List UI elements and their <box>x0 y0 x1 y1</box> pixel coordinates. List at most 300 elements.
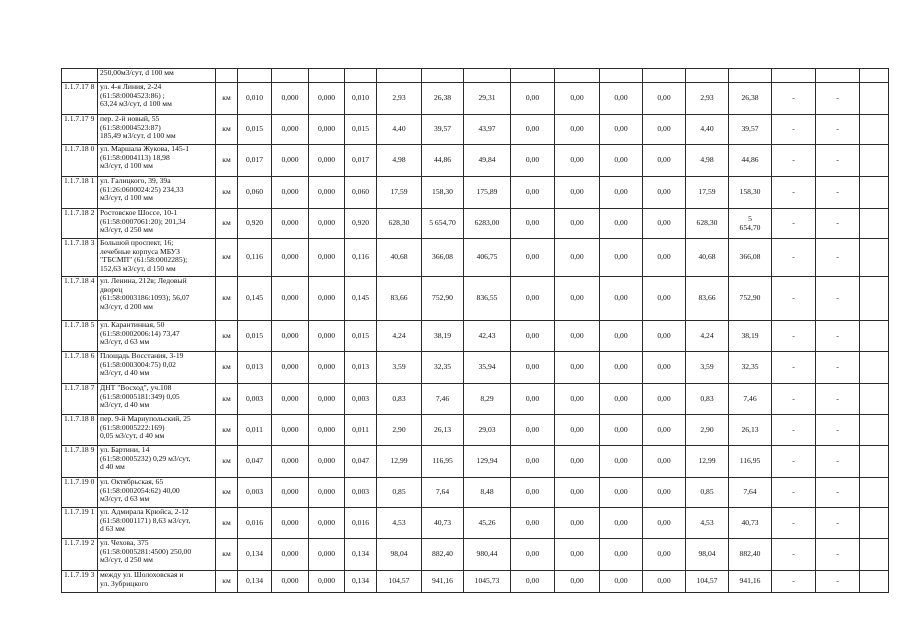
cell-value-c14: - <box>772 239 816 277</box>
cell-value-c6: 116,95 <box>422 446 464 478</box>
cell-address: Ростовское Шоссе, 10-1 (61:58:0007061:20); 201,34 м3/сут, d 250 мм <box>98 209 216 239</box>
cell-value-c10: 0,00 <box>600 239 643 277</box>
cell-item-number: 1.1.7.18 9 <box>62 446 98 478</box>
cell <box>729 69 772 83</box>
cell-value-c13: 5 654,70 <box>729 209 772 239</box>
cell-empty <box>860 352 889 384</box>
cell <box>816 69 860 83</box>
cell-value-c12: 12,99 <box>686 446 729 478</box>
cell-value-c4: 0,003 <box>345 384 377 415</box>
cell-value-c4: 0,016 <box>345 508 377 539</box>
table-row <box>62 83 889 115</box>
cell-value-c2: 0,000 <box>272 446 309 478</box>
cell-value-c3: 0,000 <box>309 415 345 446</box>
cell-value-c9: 0,00 <box>555 145 600 177</box>
table-row <box>62 69 889 83</box>
cell-unit: км <box>216 539 238 571</box>
cell-empty <box>860 415 889 446</box>
cell <box>643 69 686 83</box>
cell-value-c15: - <box>816 352 860 384</box>
cell-value-c9: 0,00 <box>555 209 600 239</box>
cell <box>238 69 272 83</box>
cell-value-c1: 0,920 <box>238 209 272 239</box>
cell-value-c3: 0,000 <box>309 239 345 277</box>
cell-value-c15: - <box>816 446 860 478</box>
cell-value-c2: 0,000 <box>272 352 309 384</box>
cell-value-c2: 0,000 <box>272 239 309 277</box>
cell-value-c4: 0,015 <box>345 321 377 352</box>
cell-value-c1: 0,015 <box>238 321 272 352</box>
cell-num <box>62 69 98 83</box>
cell-value-c3: 0,000 <box>309 384 345 415</box>
cell-item-number: 1.1.7.18 3 <box>62 239 98 277</box>
cell <box>345 69 377 83</box>
cell-value-c15: - <box>816 384 860 415</box>
cell-value-c8: 0,00 <box>511 239 555 277</box>
cell-value-c13: 116,95 <box>729 446 772 478</box>
cell-empty <box>860 321 889 352</box>
cell-value-c15: - <box>816 145 860 177</box>
cell-name: 250,00м3/сут, d 100 мм <box>98 69 216 83</box>
cell-unit: км <box>216 321 238 352</box>
cell-value-c8: 0,00 <box>511 508 555 539</box>
table-row <box>62 415 889 446</box>
cell-value-c7: 29,03 <box>464 415 511 446</box>
cell-value-c9: 0,00 <box>555 508 600 539</box>
cell-value-c4: 0,060 <box>345 177 377 209</box>
cell-value-c14: - <box>772 571 816 593</box>
cell-address: ул. Маршала Жукова, 145-1 (61:58:0004113) 18,98 м3/сут, d 100 мм <box>98 145 216 177</box>
cell-empty <box>860 478 889 508</box>
cell-value-c11: 0,00 <box>643 83 686 115</box>
cell-value-c5: 0,83 <box>377 384 422 415</box>
cell-value-c1: 0,011 <box>238 415 272 446</box>
cell-empty <box>860 115 889 145</box>
cell-value-c13: 941,16 <box>729 571 772 593</box>
cell-value-c6: 7,64 <box>422 478 464 508</box>
cell-value-c13: 26,38 <box>729 83 772 115</box>
cell-unit: км <box>216 177 238 209</box>
cell <box>464 69 511 83</box>
cell-value-c11: 0,00 <box>643 145 686 177</box>
cell-item-number: 1.1.7.18 6 <box>62 352 98 384</box>
cell-value-c1: 0,003 <box>238 478 272 508</box>
cell-value-c6: 882,40 <box>422 539 464 571</box>
cell-value-c9: 0,00 <box>555 415 600 446</box>
cell-value-c5: 12,99 <box>377 446 422 478</box>
cell <box>272 69 309 83</box>
cell-value-c3: 0,000 <box>309 571 345 593</box>
table-row <box>62 177 889 209</box>
cell-address: Площадь Восстания, 3-19 (61:58:0003004:75) 0,02 м3/сут, d 40 мм <box>98 352 216 384</box>
cell-item-number: 1.1.7.19 0 <box>62 478 98 508</box>
cell-value-c5: 2,93 <box>377 83 422 115</box>
cell-value-c4: 0,011 <box>345 415 377 446</box>
cell-value-c11: 0,00 <box>643 415 686 446</box>
cell-empty <box>860 177 889 209</box>
cell-value-c13: 882,40 <box>729 539 772 571</box>
cell-value-c1: 0,116 <box>238 239 272 277</box>
cell-empty <box>860 384 889 415</box>
cell-empty <box>860 145 889 177</box>
cell-value-c7: 836,55 <box>464 277 511 321</box>
cell-item-number: 1.1.7.18 0 <box>62 145 98 177</box>
cell-value-c10: 0,00 <box>600 384 643 415</box>
cell-value-c2: 0,000 <box>272 415 309 446</box>
cell-value-c9: 0,00 <box>555 384 600 415</box>
cell-value-c13: 26,13 <box>729 415 772 446</box>
cell-value-c14: - <box>772 277 816 321</box>
cell-address: Большой проспект, 16; лечебные корпуса МБУЗ "ГБСМП" (61:58:0002285); 152,63 м3/сут, d 150 мм <box>98 239 216 277</box>
cell-value-c7: 406,75 <box>464 239 511 277</box>
cell <box>422 69 464 83</box>
cell-unit: км <box>216 446 238 478</box>
cell-unit: км <box>216 478 238 508</box>
cell-empty <box>860 239 889 277</box>
cell-value-c2: 0,000 <box>272 478 309 508</box>
cell-address: ул. Чехова, 375 (61:58:0005281:4500) 250,00 м3/сут, d 250 мм <box>98 539 216 571</box>
cell-value-c7: 43,97 <box>464 115 511 145</box>
cell-value-c12: 0,83 <box>686 384 729 415</box>
cell-value-c7: 175,89 <box>464 177 511 209</box>
cell-value-c12: 3,59 <box>686 352 729 384</box>
cell-value-c10: 0,00 <box>600 83 643 115</box>
cell-address: ул. Бартини, 14 (61:58:0005232) 0,29 м3/сут, d 40 мм <box>98 446 216 478</box>
cell-value-c7: 980,44 <box>464 539 511 571</box>
cell-value-c3: 0,000 <box>309 478 345 508</box>
cell-value-c11: 0,00 <box>643 384 686 415</box>
cell-value-c10: 0,00 <box>600 415 643 446</box>
cell-unit: км <box>216 508 238 539</box>
table-row <box>62 508 889 539</box>
cell-value-c7: 8,29 <box>464 384 511 415</box>
cell-item-number: 1.1.7.19 3 <box>62 571 98 593</box>
cell-value-c5: 4,40 <box>377 115 422 145</box>
cell-value-c5: 628,30 <box>377 209 422 239</box>
cell-empty <box>860 446 889 478</box>
cell-value-c3: 0,000 <box>309 209 345 239</box>
cell-item-number: 1.1.7.17 8 <box>62 83 98 115</box>
cell-value-c2: 0,000 <box>272 321 309 352</box>
cell-value-c11: 0,00 <box>643 115 686 145</box>
cell-value-c8: 0,00 <box>511 478 555 508</box>
cell-value-c13: 752,90 <box>729 277 772 321</box>
cell-value-c6: 752,90 <box>422 277 464 321</box>
cell-value-c14: - <box>772 115 816 145</box>
cell-value-c14: - <box>772 83 816 115</box>
cell-address: между ул. Шолоховская и ул. Зубрицкого <box>98 571 216 593</box>
cell-value-c6: 7,46 <box>422 384 464 415</box>
cell-unit: км <box>216 277 238 321</box>
cell-value-c3: 0,000 <box>309 83 345 115</box>
cell-value-c6: 39,57 <box>422 115 464 145</box>
table-row <box>62 145 889 177</box>
cell-value-c1: 0,013 <box>238 352 272 384</box>
cell-value-c2: 0,000 <box>272 539 309 571</box>
cell-value-c7: 129,94 <box>464 446 511 478</box>
cell-value-c14: - <box>772 384 816 415</box>
cell-unit: км <box>216 115 238 145</box>
cell-value-c12: 628,30 <box>686 209 729 239</box>
cell-empty <box>860 539 889 571</box>
cell-value-c8: 0,00 <box>511 384 555 415</box>
cell-unit: км <box>216 145 238 177</box>
cell-value-c11: 0,00 <box>643 478 686 508</box>
cell-value-c1: 0,060 <box>238 177 272 209</box>
cell-value-c5: 4,98 <box>377 145 422 177</box>
cell-value-c7: 42,43 <box>464 321 511 352</box>
cell-value-c15: - <box>816 478 860 508</box>
cell-value-c13: 32,35 <box>729 352 772 384</box>
cell-item-number: 1.1.7.18 5 <box>62 321 98 352</box>
cell-address: ул. Карантинная, 50 (61:58:0002006:14) 73,47 м3/сут, d 63 мм <box>98 321 216 352</box>
cell-value-c15: - <box>816 177 860 209</box>
cell-value-c2: 0,000 <box>272 115 309 145</box>
cell-value-c11: 0,00 <box>643 177 686 209</box>
cell-value-c4: 0,134 <box>345 571 377 593</box>
cell-value-c6: 38,19 <box>422 321 464 352</box>
cell-address: ул. Галицкого, 39, 39а (61:26:0600024:25) 234,33 м3/сут, d 100 мм <box>98 177 216 209</box>
cell-value-c10: 0,00 <box>600 177 643 209</box>
cell-value-c4: 0,145 <box>345 277 377 321</box>
cell-value-c3: 0,000 <box>309 115 345 145</box>
cell-unit: км <box>216 415 238 446</box>
cell-value-c5: 17,59 <box>377 177 422 209</box>
cell-value-c1: 0,003 <box>238 384 272 415</box>
cell-item-number: 1.1.7.18 8 <box>62 415 98 446</box>
cell-item-number: 1.1.7.18 4 <box>62 277 98 321</box>
cell-value-c5: 0,85 <box>377 478 422 508</box>
cell-value-c7: 8,48 <box>464 478 511 508</box>
cell-empty <box>860 83 889 115</box>
cell-value-c14: - <box>772 415 816 446</box>
cell-value-c4: 0,116 <box>345 239 377 277</box>
cell <box>377 69 422 83</box>
table-row <box>62 115 889 145</box>
cell-value-c3: 0,000 <box>309 508 345 539</box>
cell-value-c4: 0,010 <box>345 83 377 115</box>
cell-value-c12: 2,93 <box>686 83 729 115</box>
table-row <box>62 478 889 508</box>
cell-value-c11: 0,00 <box>643 446 686 478</box>
cell-value-c10: 0,00 <box>600 277 643 321</box>
cell-value-c8: 0,00 <box>511 115 555 145</box>
cell-value-c9: 0,00 <box>555 83 600 115</box>
cell-address: пер. 9-й Мариупольский, 25 (61:58:0005222:169) 0,05 м3/сут, d 40 мм <box>98 415 216 446</box>
cell-value-c6: 32,35 <box>422 352 464 384</box>
cell-value-c8: 0,00 <box>511 209 555 239</box>
cell-value-c10: 0,00 <box>600 352 643 384</box>
cell-value-c1: 0,134 <box>238 539 272 571</box>
cell-value-c6: 44,86 <box>422 145 464 177</box>
cell-value-c1: 0,010 <box>238 83 272 115</box>
cell-value-c14: - <box>772 446 816 478</box>
cell-empty <box>860 209 889 239</box>
cell-value-c4: 0,013 <box>345 352 377 384</box>
cell-value-c11: 0,00 <box>643 277 686 321</box>
cell-value-c2: 0,000 <box>272 384 309 415</box>
table-row <box>62 209 889 239</box>
cell-value-c11: 0,00 <box>643 321 686 352</box>
cell-value-c15: - <box>816 415 860 446</box>
cell-item-number: 1.1.7.19 1 <box>62 508 98 539</box>
cell-value-c7: 49,84 <box>464 145 511 177</box>
cell-value-c12: 40,68 <box>686 239 729 277</box>
cell-value-c7: 45,26 <box>464 508 511 539</box>
cell-value-c5: 104,57 <box>377 571 422 593</box>
cell-value-c10: 0,00 <box>600 508 643 539</box>
cell-value-c9: 0,00 <box>555 446 600 478</box>
cell-value-c8: 0,00 <box>511 177 555 209</box>
cell-value-c5: 40,68 <box>377 239 422 277</box>
cell-value-c12: 4,53 <box>686 508 729 539</box>
cell-value-c2: 0,000 <box>272 209 309 239</box>
cell-value-c12: 17,59 <box>686 177 729 209</box>
cell-value-c12: 0,85 <box>686 478 729 508</box>
cell-value-c8: 0,00 <box>511 446 555 478</box>
cell <box>216 69 238 83</box>
cell-value-c2: 0,000 <box>272 145 309 177</box>
cell-value-c6: 366,08 <box>422 239 464 277</box>
cell-value-c11: 0,00 <box>643 539 686 571</box>
cell <box>860 69 889 83</box>
cell-value-c11: 0,00 <box>643 571 686 593</box>
cell-item-number: 1.1.7.17 9 <box>62 115 98 145</box>
cell-value-c9: 0,00 <box>555 239 600 277</box>
cell-value-c12: 2,90 <box>686 415 729 446</box>
cell-value-c9: 0,00 <box>555 177 600 209</box>
cell <box>600 69 643 83</box>
cell-value-c4: 0,047 <box>345 446 377 478</box>
cell-value-c15: - <box>816 83 860 115</box>
cell-value-c14: - <box>772 145 816 177</box>
cell-address: ул. 4-я Линия, 2-24 (61:58:0004523:86) ; 63,24 м3/сут, d 100 мм <box>98 83 216 115</box>
cell-value-c7: 1045,73 <box>464 571 511 593</box>
cell-value-c3: 0,000 <box>309 145 345 177</box>
cell-value-c6: 26,38 <box>422 83 464 115</box>
cell-value-c1: 0,134 <box>238 571 272 593</box>
cell-value-c5: 98,04 <box>377 539 422 571</box>
data-table <box>61 68 889 593</box>
cell-item-number: 1.1.7.18 2 <box>62 209 98 239</box>
cell-value-c2: 0,000 <box>272 508 309 539</box>
cell-value-c5: 2,90 <box>377 415 422 446</box>
cell-value-c3: 0,000 <box>309 539 345 571</box>
cell-value-c15: - <box>816 321 860 352</box>
cell <box>511 69 555 83</box>
cell-value-c13: 40,73 <box>729 508 772 539</box>
cell-value-c11: 0,00 <box>643 239 686 277</box>
cell-value-c9: 0,00 <box>555 115 600 145</box>
cell-value-c7: 35,94 <box>464 352 511 384</box>
cell-value-c1: 0,017 <box>238 145 272 177</box>
cell-value-c10: 0,00 <box>600 145 643 177</box>
cell-value-c8: 0,00 <box>511 571 555 593</box>
cell-value-c9: 0,00 <box>555 571 600 593</box>
cell-item-number: 1.1.7.18 7 <box>62 384 98 415</box>
cell-value-c3: 0,000 <box>309 277 345 321</box>
cell-value-c2: 0,000 <box>272 83 309 115</box>
cell-value-c10: 0,00 <box>600 478 643 508</box>
cell <box>309 69 345 83</box>
cell-value-c9: 0,00 <box>555 539 600 571</box>
cell-value-c15: - <box>816 571 860 593</box>
cell-value-c1: 0,016 <box>238 508 272 539</box>
cell-value-c7: 29,31 <box>464 83 511 115</box>
table-sheet <box>61 68 889 593</box>
cell-value-c14: - <box>772 478 816 508</box>
cell-value-c8: 0,00 <box>511 321 555 352</box>
cell-value-c2: 0,000 <box>272 277 309 321</box>
cell-unit: км <box>216 352 238 384</box>
cell-value-c10: 0,00 <box>600 446 643 478</box>
cell-value-c11: 0,00 <box>643 209 686 239</box>
cell-value-c12: 4,40 <box>686 115 729 145</box>
cell-value-c10: 0,00 <box>600 539 643 571</box>
cell-value-c8: 0,00 <box>511 145 555 177</box>
cell-value-c8: 0,00 <box>511 277 555 321</box>
cell-value-c5: 83,66 <box>377 277 422 321</box>
cell-value-c9: 0,00 <box>555 478 600 508</box>
cell-unit: км <box>216 83 238 115</box>
cell-value-c9: 0,00 <box>555 352 600 384</box>
table-row <box>62 384 889 415</box>
cell-value-c2: 0,000 <box>272 177 309 209</box>
cell-unit: км <box>216 571 238 593</box>
cell-value-c4: 0,003 <box>345 478 377 508</box>
cell-value-c13: 44,86 <box>729 145 772 177</box>
cell-value-c6: 40,73 <box>422 508 464 539</box>
cell-value-c3: 0,000 <box>309 352 345 384</box>
cell-value-c8: 0,00 <box>511 539 555 571</box>
cell-value-c1: 0,047 <box>238 446 272 478</box>
table-row <box>62 321 889 352</box>
cell-value-c14: - <box>772 539 816 571</box>
cell-value-c8: 0,00 <box>511 352 555 384</box>
cell-value-c12: 4,24 <box>686 321 729 352</box>
table-row <box>62 277 889 321</box>
cell-value-c3: 0,000 <box>309 177 345 209</box>
cell-value-c14: - <box>772 209 816 239</box>
cell <box>686 69 729 83</box>
cell-value-c5: 4,53 <box>377 508 422 539</box>
cell-empty <box>860 508 889 539</box>
cell-value-c8: 0,00 <box>511 415 555 446</box>
cell-value-c15: - <box>816 277 860 321</box>
cell-value-c11: 0,00 <box>643 352 686 384</box>
cell-address: ДНТ "Восход", уч.108 (61:58:0005181:349) 0,05 м3/сут, d 40 мм <box>98 384 216 415</box>
cell-value-c6: 158,30 <box>422 177 464 209</box>
cell-value-c12: 4,98 <box>686 145 729 177</box>
cell-value-c6: 5 654,70 <box>422 209 464 239</box>
table-row <box>62 571 889 593</box>
cell-unit: км <box>216 239 238 277</box>
cell-value-c14: - <box>772 321 816 352</box>
cell-value-c12: 104,57 <box>686 571 729 593</box>
cell-value-c13: 158,30 <box>729 177 772 209</box>
cell-value-c14: - <box>772 177 816 209</box>
cell-value-c13: 366,08 <box>729 239 772 277</box>
cell <box>772 69 816 83</box>
cell-value-c1: 0,145 <box>238 277 272 321</box>
cell-value-c5: 4,24 <box>377 321 422 352</box>
cell-value-c14: - <box>772 508 816 539</box>
cell-value-c1: 0,015 <box>238 115 272 145</box>
cell-value-c5: 3,59 <box>377 352 422 384</box>
cell-value-c4: 0,134 <box>345 539 377 571</box>
cell-value-c9: 0,00 <box>555 277 600 321</box>
cell-empty <box>860 277 889 321</box>
